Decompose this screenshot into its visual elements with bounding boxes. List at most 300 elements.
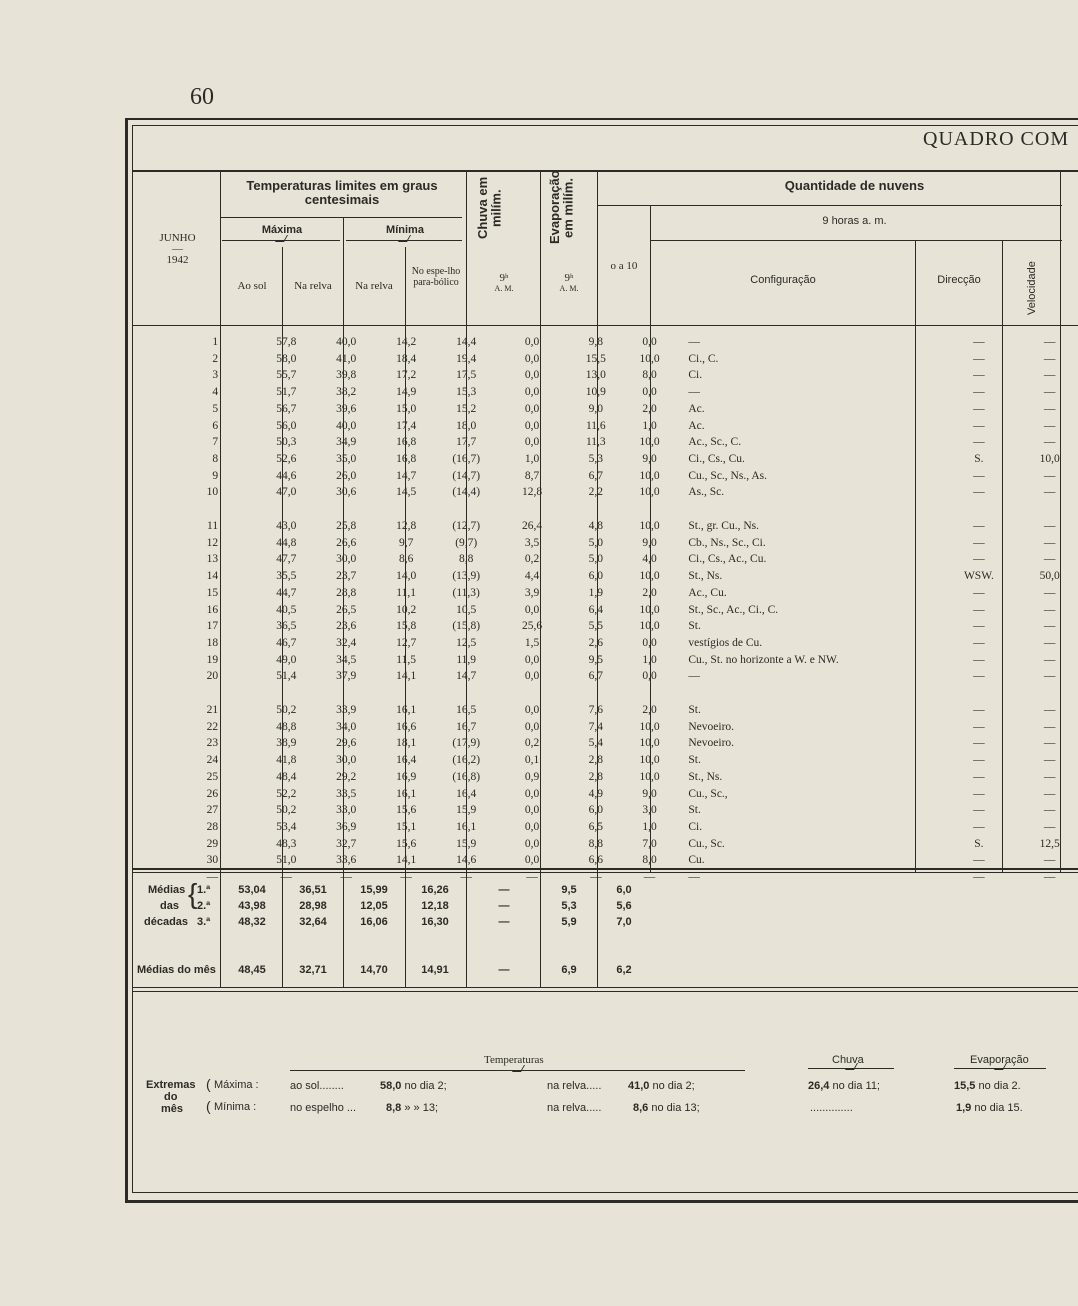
value-cell: 36,5 (276, 620, 297, 633)
value-cell: 1,9 (588, 586, 604, 599)
medias-value: 16,06 (360, 916, 388, 928)
value-cell: 16,8 (396, 436, 417, 449)
value-cell: 2,2 (588, 486, 604, 499)
value-cell: — (1043, 754, 1056, 767)
value-cell: — (973, 653, 985, 666)
value-cell: St. (688, 704, 701, 717)
value-cell: 9,0 (642, 787, 657, 800)
medias-value: 6,2 (616, 964, 632, 976)
value-cell: WSW. (963, 570, 994, 583)
value-cell: — (1043, 369, 1056, 382)
value-cell: Nevoeiro. (688, 737, 735, 750)
value-cell: 14,6 (456, 854, 477, 867)
value-cell: 11,5 (396, 653, 416, 666)
value-cell: 0,0 (524, 436, 540, 449)
chuva-hour: 9ʰ (499, 272, 509, 284)
month-dash: — (172, 243, 183, 255)
value-cell: 4,8 (588, 520, 604, 533)
value-cell: 14,5 (396, 486, 417, 499)
value-cell: 3,5 (524, 536, 540, 549)
medias-value: 7,0 (616, 916, 632, 928)
value-cell: — (973, 704, 985, 717)
medias-value: 48,32 (238, 916, 266, 928)
day-cell: 18 (206, 636, 219, 649)
extremas-label-2: do (164, 1091, 178, 1103)
extremas-label-3: mês (161, 1103, 184, 1115)
value-cell: St., Ns. (688, 770, 723, 783)
value-cell: 0,0 (524, 402, 540, 415)
value-cell: 34,0 (336, 720, 357, 733)
table-row (133, 351, 1078, 368)
value-cell: 10,0 (639, 436, 660, 449)
value-cell: 9,0 (588, 402, 604, 415)
table-row (133, 434, 1078, 451)
value-cell: Ci., Cs., Cu. (688, 452, 745, 465)
table-row (133, 484, 1078, 501)
value-cell: 5,0 (588, 536, 604, 549)
value-cell: 17,4 (396, 419, 417, 432)
value-cell: — (1043, 620, 1056, 633)
day-cell: 13 (206, 553, 219, 566)
medias-value: — (498, 900, 510, 912)
value-cell: 12,5 (1039, 837, 1060, 850)
day-cell: 15 (206, 586, 219, 599)
value-cell: 39,8 (336, 369, 357, 382)
min-evap-value: 1,9 (956, 1102, 972, 1114)
max-ao-sol-value: 58,0 (380, 1080, 402, 1092)
value-cell: — (1043, 704, 1056, 717)
value-cell: St. (688, 620, 701, 633)
medias-value: 12,18 (421, 900, 449, 912)
value-cell: 44,7 (276, 586, 297, 599)
medias-value: — (498, 916, 510, 928)
value-cell: S. (974, 452, 984, 465)
value-cell: 18,1 (396, 737, 417, 750)
value-cell: vestígios de Cu. (688, 636, 763, 649)
value-cell: — (973, 620, 985, 633)
table-row (133, 652, 1078, 669)
value-cell: — (973, 469, 985, 482)
day-cell: 17 (206, 620, 219, 633)
value-cell: 10,5 (456, 603, 477, 616)
value-cell: 1,0 (642, 820, 657, 833)
medias-value: 15,99 (360, 884, 388, 896)
decada-3-label: 3.ª (197, 916, 211, 928)
value-cell: 9,8 (588, 336, 604, 348)
value-cell: — (1043, 653, 1056, 666)
value-cell: 0,0 (524, 704, 540, 717)
value-cell: 56,0 (276, 419, 297, 432)
value-cell: 8,7 (524, 469, 540, 482)
value-cell: 0,0 (642, 386, 657, 399)
value-cell: 26,5 (336, 603, 357, 616)
day-cell: 25 (206, 770, 219, 783)
value-cell: — (973, 737, 985, 750)
value-cell: 44,6 (276, 469, 297, 482)
medias-value: 5,6 (616, 900, 632, 912)
value-cell: 6,6 (588, 854, 604, 867)
value-cell: 10,0 (639, 520, 660, 533)
value-cell: 15,9 (456, 804, 477, 817)
value-cell: 30,0 (336, 754, 357, 767)
day-cell: 8 (212, 452, 219, 465)
value-cell: 0,1 (524, 754, 540, 767)
value-cell: 19,4 (456, 352, 477, 365)
value-cell: Ci. (688, 820, 703, 833)
value-cell: 0,0 (642, 670, 657, 683)
value-cell: 49,0 (276, 653, 297, 666)
medias-mes-label: Médias do mês (137, 964, 216, 976)
day-cell: 29 (206, 837, 219, 850)
value-cell: 16,1 (396, 704, 417, 717)
value-cell: — (973, 419, 985, 432)
value-cell: Ac., Cu. (688, 586, 727, 599)
value-cell: 0,2 (524, 737, 540, 750)
value-cell: 46,7 (276, 636, 297, 649)
extremas-evaporacao-header: Evaporação (970, 1054, 1029, 1066)
day-cell: 20 (206, 670, 219, 683)
value-cell: 0,2 (524, 553, 540, 566)
day-cell: 27 (206, 804, 219, 817)
value-cell: 53,4 (276, 820, 297, 833)
value-cell: 16,1 (396, 787, 417, 800)
value-cell: Cb., Ns., Sc., Ci. (688, 536, 766, 549)
value-cell: — (460, 871, 472, 884)
medias-value: — (498, 964, 510, 976)
value-cell: — (1043, 520, 1056, 533)
value-cell: — (590, 871, 602, 884)
value-cell: 25,6 (521, 620, 543, 633)
value-cell: 14,4 (456, 336, 477, 348)
value-cell: 9,5 (588, 653, 604, 666)
value-cell: 12,5 (456, 636, 477, 649)
value-cell: Ac., Sc., C. (688, 436, 742, 449)
value-cell: — (1043, 820, 1056, 833)
value-cell: 6,5 (588, 820, 604, 833)
value-cell: (14,7) (452, 469, 481, 482)
value-cell: 2,8 (588, 754, 604, 767)
medias-value: 16,26 (421, 884, 449, 896)
medias-value: 14,91 (421, 964, 449, 976)
minima-header: Mínima (386, 224, 424, 236)
value-cell: 47,0 (276, 486, 297, 499)
value-cell: — (1043, 871, 1056, 884)
clouds-group-header: Quantidade de nuvens (784, 178, 925, 193)
value-cell: 51,4 (276, 670, 297, 683)
value-cell: 15,2 (456, 402, 477, 415)
value-cell: 58,0 (276, 352, 297, 365)
value-cell: 11,3 (585, 436, 606, 449)
day-cell: 23 (206, 737, 219, 750)
table-title: QUADRO COM (923, 128, 1070, 150)
value-cell: 7,0 (642, 837, 657, 850)
value-cell: 10,0 (1039, 452, 1060, 465)
day-cell: 7 (212, 436, 219, 449)
value-cell: 6,4 (588, 603, 604, 616)
medias-value: 53,04 (238, 884, 266, 896)
value-cell: 2,8 (588, 770, 604, 783)
value-cell: 8,0 (642, 854, 657, 867)
value-cell: 7,4 (588, 720, 604, 733)
value-cell: 16,5 (456, 704, 477, 717)
value-cell: Nevoeiro. (688, 720, 735, 733)
value-cell: 18,0 (456, 419, 477, 432)
medias-value: 32,64 (299, 916, 327, 928)
value-cell: 41,8 (276, 754, 297, 767)
value-cell: 10,0 (639, 737, 660, 750)
value-cell: 55,7 (276, 369, 297, 382)
value-cell: 15,3 (456, 386, 477, 399)
value-cell: — (973, 402, 985, 415)
value-cell: 34,9 (336, 436, 357, 449)
medias-value: 43,98 (238, 900, 266, 912)
extremas-temperaturas-header: Temperaturas (484, 1054, 544, 1066)
value-cell: 40,0 (336, 419, 357, 432)
value-cell: 33,0 (336, 804, 357, 817)
value-cell: 1,0 (642, 419, 657, 432)
value-cell: St., Ns. (688, 570, 723, 583)
value-cell: 12,8 (396, 520, 417, 533)
day-cell: 11 (207, 520, 219, 533)
value-cell: — (688, 386, 700, 399)
value-cell: 0,0 (524, 386, 540, 399)
value-cell: Cu. (688, 854, 705, 867)
value-cell: (15,8) (452, 620, 481, 633)
espelho-header: No espe-lho para-bólico (411, 266, 461, 288)
value-cell: 10,0 (639, 720, 660, 733)
value-cell: 28,8 (336, 586, 357, 599)
value-cell: 26,6 (336, 536, 357, 549)
value-cell: Cu., Sc., Ns., As. (688, 469, 767, 482)
value-cell: — (973, 804, 985, 817)
value-cell: 8,0 (642, 369, 657, 382)
value-cell: 26,4 (521, 520, 543, 533)
chuva-header: Chuva em milím. (475, 176, 504, 240)
configuracao-header: Configuração (750, 274, 816, 286)
value-cell: 40,5 (276, 603, 297, 616)
value-cell: (16,8) (452, 770, 481, 783)
value-cell: — (973, 871, 985, 884)
month-label: JUNHO (159, 232, 196, 244)
value-cell: 10,0 (639, 469, 660, 482)
value-cell: 15,8 (396, 620, 417, 633)
table-row (133, 635, 1078, 652)
table-row (133, 384, 1078, 401)
value-cell: — (1043, 419, 1056, 432)
value-cell: 1,0 (642, 653, 657, 666)
day-cell: 10 (206, 486, 219, 499)
day-cell: 5 (212, 402, 219, 415)
value-cell: — (1043, 352, 1056, 365)
medias-value: 12,05 (360, 900, 388, 912)
table-row (133, 418, 1078, 435)
value-cell: 15,6 (396, 804, 417, 817)
value-cell: 33,6 (336, 854, 357, 867)
value-cell: 14,7 (396, 469, 417, 482)
value-cell: — (973, 754, 985, 767)
day-cell: 4 (212, 386, 219, 399)
value-cell: 17,2 (396, 369, 417, 382)
table-row (133, 668, 1078, 685)
value-cell: — (1043, 386, 1056, 399)
value-cell: (16,7) (452, 452, 481, 465)
ao-sol-header: Ao sol (237, 280, 267, 292)
value-cell: 10,0 (639, 620, 660, 633)
value-cell: 0,0 (524, 670, 540, 683)
value-cell: 56,7 (276, 402, 297, 415)
value-cell: — (973, 386, 985, 399)
value-cell: — (400, 871, 412, 884)
value-cell: — (688, 336, 700, 348)
value-cell: — (1043, 737, 1056, 750)
value-cell: 11,9 (456, 653, 477, 666)
value-cell: 15,6 (396, 837, 417, 850)
value-cell: — (973, 336, 985, 348)
day-cell: 21 (206, 704, 219, 717)
daily-data-table (133, 334, 1078, 886)
value-cell: — (1043, 402, 1056, 415)
value-cell: 4,9 (588, 787, 604, 800)
value-cell: 37,9 (336, 670, 357, 683)
day-cell: 28 (206, 820, 219, 833)
value-cell: 11,6 (585, 419, 606, 432)
max-chuva-value: 26,4 (808, 1080, 830, 1092)
value-cell: 10,0 (639, 570, 660, 583)
table-row (133, 769, 1078, 786)
value-cell: 10,0 (639, 352, 660, 365)
table-row (133, 401, 1078, 418)
value-cell: 15,1 (396, 820, 417, 833)
value-cell: — (973, 520, 985, 533)
value-cell: 6,7 (588, 469, 604, 482)
value-cell: (12,7) (452, 520, 481, 533)
value-cell: — (1043, 586, 1056, 599)
value-cell: 15,5 (585, 352, 606, 365)
velocidade-header: Velocidade (1026, 261, 1038, 315)
value-cell: — (1043, 336, 1056, 348)
medias-label-1: Médias (148, 884, 186, 896)
value-cell: 0,0 (642, 636, 657, 649)
value-cell: — (1043, 854, 1056, 867)
value-cell: 48,8 (276, 720, 297, 733)
value-cell: St. (688, 754, 701, 767)
value-cell: Cu., Sc., (688, 787, 728, 800)
table-row (133, 334, 1078, 351)
value-cell: — (688, 871, 700, 884)
value-cell: — (1043, 787, 1056, 800)
value-cell: St., gr. Cu., Ns. (688, 520, 759, 533)
value-cell: 39,6 (336, 402, 357, 415)
value-cell: 35,0 (336, 452, 357, 465)
decada-1-label: 1.ª (197, 884, 211, 896)
value-cell: 0,0 (524, 369, 540, 382)
value-cell: — (1043, 720, 1056, 733)
extremas-chuva-header: Chuva (832, 1054, 864, 1066)
value-cell: 4,0 (642, 553, 657, 566)
value-cell: (17,9) (452, 737, 481, 750)
value-cell: 47,7 (276, 553, 297, 566)
value-cell: — (973, 586, 985, 599)
value-cell: 44,8 (276, 536, 297, 549)
table-row (133, 602, 1078, 619)
value-cell: 17,7 (456, 436, 477, 449)
medias-value: 14,70 (360, 964, 388, 976)
day-cell: 12 (206, 536, 219, 549)
value-cell: 5,5 (588, 620, 604, 633)
value-cell: 35,5 (276, 570, 297, 583)
value-cell: 23,7 (336, 570, 357, 583)
medias-value: 6,9 (561, 964, 577, 976)
value-cell: — (973, 369, 985, 382)
table-row (133, 535, 1078, 552)
value-cell: 1,5 (524, 636, 540, 649)
value-cell: 50,3 (276, 436, 297, 449)
table-row (133, 518, 1078, 535)
evap-hour: 9ʰ (564, 272, 574, 284)
value-cell: Ci., Cs., Ac., Cu. (688, 553, 767, 566)
value-cell: St., Sc., Ac., Ci., C. (688, 603, 779, 616)
value-cell: 4,4 (524, 570, 540, 583)
table-row (133, 618, 1078, 635)
value-cell: 9,7 (398, 536, 414, 549)
value-cell: — (1043, 486, 1056, 499)
value-cell: — (973, 670, 985, 683)
value-cell: 16,7 (456, 720, 477, 733)
value-cell: 12,7 (396, 636, 417, 649)
value-cell: 14,2 (396, 336, 417, 348)
value-cell: 32,4 (336, 636, 357, 649)
table-row (133, 568, 1078, 585)
value-cell: 0,0 (524, 787, 540, 800)
value-cell: 0,9 (524, 770, 540, 783)
value-cell: — (973, 486, 985, 499)
value-cell: 6,7 (588, 670, 604, 683)
value-cell: — (973, 536, 985, 549)
value-cell: 29,6 (336, 737, 357, 750)
value-cell: (14,4) (452, 486, 481, 499)
day-cell: 30 (206, 854, 219, 867)
evap-am: A. M. (559, 284, 579, 293)
value-cell: — (973, 820, 985, 833)
temperature-group-header: Temperaturas limites em graus centesimais (246, 178, 438, 208)
medias-value: 5,9 (561, 916, 577, 928)
value-cell: 30,0 (336, 553, 357, 566)
value-cell: 8,6 (398, 553, 414, 566)
value-cell: 10,0 (639, 603, 660, 616)
value-cell: 10,2 (396, 603, 417, 616)
value-cell: 48,3 (276, 837, 297, 850)
value-cell: 0,0 (524, 352, 540, 365)
value-cell: 34,5 (336, 653, 357, 666)
value-cell: 2,0 (642, 402, 657, 415)
value-cell: 3,9 (524, 586, 540, 599)
value-cell: — (1043, 770, 1056, 783)
medias-value: 32,71 (299, 964, 327, 976)
value-cell: 52,6 (276, 452, 297, 465)
value-cell: 10,0 (639, 486, 660, 499)
value-cell: 52,2 (276, 787, 297, 800)
value-cell: 1,0 (524, 452, 540, 465)
value-cell: 2,0 (642, 586, 657, 599)
value-cell: Cu., St. no horizonte a W. e NW. (688, 653, 839, 666)
value-cell: — (1043, 670, 1056, 683)
value-cell: — (688, 670, 700, 683)
value-cell: 0,0 (524, 720, 540, 733)
value-cell: 16,4 (456, 787, 477, 800)
value-cell: — (973, 854, 985, 867)
value-cell: 5,3 (588, 452, 604, 465)
chuva-am: A. M. (494, 284, 514, 293)
